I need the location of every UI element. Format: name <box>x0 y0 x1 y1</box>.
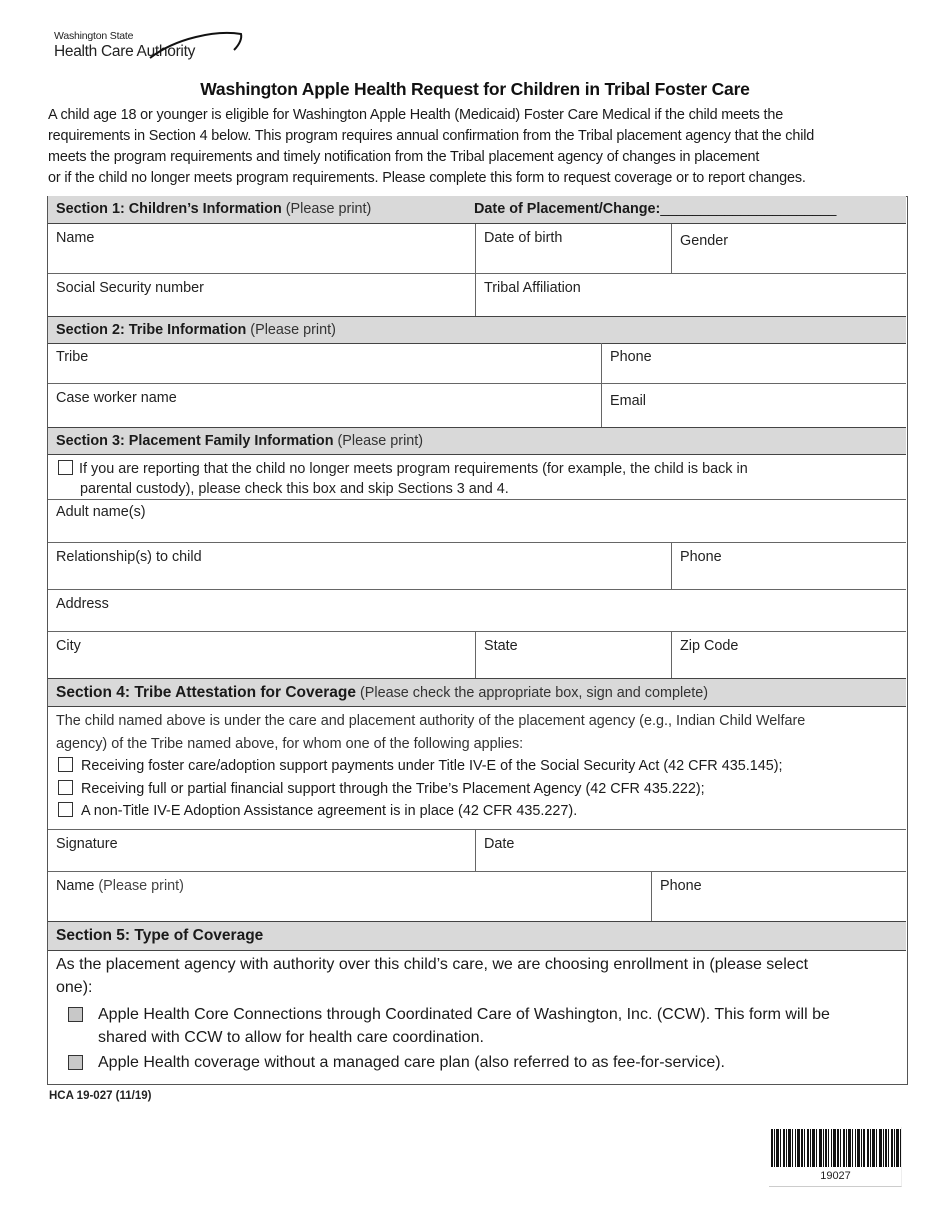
date-of-placement-text: Date of Placement/Change: <box>474 200 661 217</box>
attestation-option-3 <box>56 800 906 823</box>
attestation-phone-field[interactable] <box>652 872 906 922</box>
logo-line1: Washington State <box>54 30 134 42</box>
signature-field[interactable] <box>48 830 475 872</box>
coverage-intro-1: As the placement agency with authority over this child’s care, we are choosing enrollment in (please select <box>56 956 809 973</box>
attestation-option-3-text: A non-Title IV-E Adoption Assistance agreement is in place (42 CFR 435.227). <box>81 803 578 819</box>
city-label: City <box>56 638 81 654</box>
address-field[interactable] <box>48 590 906 632</box>
case-worker-label: Case worker name <box>56 390 177 406</box>
attestation-date-field[interactable] <box>476 830 906 872</box>
intro-line: or if the child no longer meets program requirements. Please complete this form to request coverage or to report changes. <box>48 170 806 186</box>
city-field[interactable] <box>48 632 475 679</box>
email-field[interactable] <box>602 384 906 428</box>
coverage-option-2 <box>56 1051 901 1074</box>
logo-line2: Health Care Authority <box>54 43 196 60</box>
attestation-phone-label: Phone <box>660 878 702 894</box>
section1-header <box>48 196 906 224</box>
coverage-option-2-text: Apple Health coverage without a managed care plan (also referred to as fee-for-service). <box>98 1054 725 1071</box>
section1-note: (Please print) <box>285 200 372 217</box>
family-phone-field[interactable] <box>672 543 906 590</box>
section3-header <box>48 427 906 455</box>
intro-line: meets the program requirements and timely notification from the Tribal placement agency of changes in placement <box>48 149 760 165</box>
intro-line: requirements in Section 4 below. This program requires annual confirmation from the Tribal placement agency that the child <box>48 128 815 144</box>
email-label: Email <box>610 393 646 409</box>
coverage-option-1-checkbox[interactable] <box>68 1007 83 1022</box>
date-of-placement-input[interactable]: ______________________ <box>660 200 837 217</box>
tribe-label: Tribe <box>56 349 89 365</box>
case-worker-field[interactable] <box>48 384 601 428</box>
adult-names-field[interactable] <box>48 500 906 543</box>
state-label: State <box>484 638 518 654</box>
zip-field[interactable] <box>672 632 906 679</box>
child-name-field[interactable] <box>48 224 475 274</box>
section2-header <box>48 316 906 344</box>
gender-label: Gender <box>680 233 728 249</box>
attestation-option-2-text: Receiving full or partial financial support through the Tribe’s Placement Agency (42 CFR 435.222); <box>81 780 705 797</box>
family-phone-label: Phone <box>680 549 722 565</box>
no-longer-eligible-row <box>48 455 906 500</box>
signature-label: Signature <box>56 836 118 852</box>
attestation-body <box>48 707 906 830</box>
coverage-option-2-checkbox[interactable] <box>68 1055 83 1070</box>
barcode-bars-icon <box>771 1129 901 1167</box>
intro-paragraph <box>48 105 948 189</box>
attestation-name-label: Name <box>56 878 95 894</box>
section4-header <box>48 678 906 707</box>
form-code: HCA 19-027 (11/19) <box>49 1090 152 1102</box>
relationship-label: Relationship(s) to child <box>56 549 202 565</box>
attestation-checkbox-2[interactable] <box>58 780 73 795</box>
coverage-option-1-text-2: shared with CCW to allow for health care coordination. <box>98 1029 484 1046</box>
no-longer-eligible-text-2: parental custody), please check this box and skip Sections 3 and 4. <box>80 481 509 497</box>
tribe-field[interactable] <box>48 343 601 384</box>
attestation-name-field[interactable] <box>48 872 651 922</box>
barcode-number: 19027 <box>820 1170 851 1182</box>
tribal-affiliation-label: Tribal Affiliation <box>484 280 581 296</box>
section4-note: (Please check the appropriate box, sign and complete) <box>360 685 708 701</box>
relationship-field[interactable] <box>48 543 671 590</box>
attestation-intro-2: agency) of the Tribe named above, for whom one of the following applies: <box>56 735 524 752</box>
address-label: Address <box>56 596 109 612</box>
no-longer-eligible-checkbox[interactable] <box>58 460 73 475</box>
child-name-label: Name <box>56 230 95 246</box>
section3-note: (Please print) <box>337 433 424 449</box>
coverage-option-1-text-1: Apple Health Core Connections through Coordinated Care of Washington, Inc. (CCW). This form will be <box>98 1006 830 1023</box>
form-table <box>47 196 908 1085</box>
attestation-name-note: (Please print) <box>98 878 184 894</box>
coverage-body <box>56 953 901 1074</box>
section1-title: Section 1: Children’s Information <box>56 200 282 217</box>
zip-label: Zip Code <box>680 638 739 654</box>
section2-note: (Please print) <box>250 322 336 338</box>
intro-line: A child age 18 or younger is eligible for Washington Apple Health (Medicaid) Foster Care Medical if the child meets the <box>48 107 784 123</box>
attestation-date-label: Date <box>484 836 515 852</box>
gender-field[interactable] <box>672 224 906 274</box>
logo-swoosh-icon <box>146 28 246 64</box>
no-longer-eligible-text-1: If you are reporting that the child no longer meets program requirements (for example, the child is back in <box>79 461 748 477</box>
attestation-option-1-text: Receiving foster care/adoption support payments under Title IV-E of the Social Security Act (42 CFR 435.145); <box>81 758 783 774</box>
ssn-label: Social Security number <box>56 280 204 296</box>
attestation-intro-1: The child named above is under the care and placement authority of the placement agency (e.g., Indian Child Welfare <box>56 713 806 729</box>
section4-title: Section 4: Tribe Attestation for Coverage <box>56 684 357 701</box>
attestation-checkbox-3[interactable] <box>58 802 73 817</box>
barcode <box>769 1127 902 1187</box>
section3-title: Section 3: Placement Family Information <box>56 433 334 449</box>
tribal-affiliation-field[interactable] <box>476 274 906 316</box>
page-title: Washington Apple Health Request for Children in Tribal Foster Care <box>200 79 750 99</box>
coverage-intro-2: one): <box>56 979 93 996</box>
section5-title: Section 5: Type of Coverage <box>56 927 264 944</box>
ssn-field[interactable] <box>48 274 475 316</box>
section5-header <box>48 921 906 951</box>
state-field[interactable] <box>476 632 671 679</box>
attestation-option-2 <box>56 778 906 801</box>
date-of-placement-label <box>474 196 836 222</box>
attestation-checkbox-1[interactable] <box>58 757 73 772</box>
attestation-option-1 <box>56 755 906 778</box>
section2-title: Section 2: Tribe Information <box>56 322 247 338</box>
dob-field[interactable] <box>476 224 671 274</box>
hca-logo <box>54 28 244 64</box>
coverage-option-1 <box>56 1003 901 1049</box>
adult-names-label: Adult name(s) <box>56 504 146 520</box>
tribe-phone-label: Phone <box>610 349 652 365</box>
dob-label: Date of birth <box>484 230 563 246</box>
tribe-phone-field[interactable] <box>602 343 906 384</box>
